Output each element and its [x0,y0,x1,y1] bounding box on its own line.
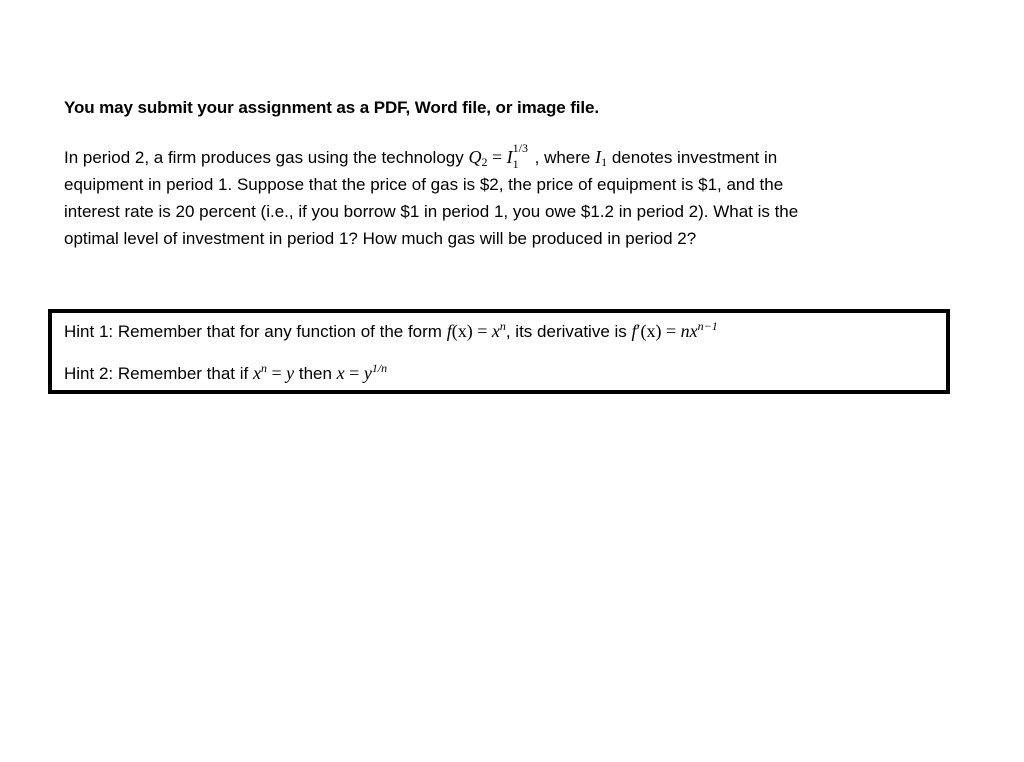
production-function: $Q_2 = I$ 1/3 1 [468,141,528,171]
problem-line-1 [64,141,944,171]
root-equation: $x = y^{1/n}$ [336,361,388,383]
problem-statement [64,141,944,252]
investment-variable: $I_1$ [595,147,608,169]
problem-text: In period 2, a firm produces gas using the technology [64,148,469,167]
hint-2: Hint 2: Remember that if $x^n = y$ then $x = y^{1/n}$ [64,361,388,383]
problem-line-2: equipment in period 1. Suppose that the price of gas is $2, the price of equipment is $1, and the [64,175,784,194]
derivative-form: $f'(x) = nx^{n-1}$ [631,319,718,341]
function-form: $f(x) = x^n$ [446,319,506,341]
problem-line-3: interest rate is 20 percent (i.e., if you borrow $1 in period 1, you owe $1.2 in period 2). What is the [64,202,799,221]
problem-line-4: optimal level of investment in period 1? How much gas will be produced in period 2? [64,229,697,248]
problem-text: denotes investment in [607,148,778,167]
submission-instructions: You may submit your assignment as a PDF, Word file, or image file. [64,98,600,117]
hint-1: Hint 1: Remember that for any function of the form $f(x) = x^n$, its derivative is $f'(x) = nx^{n-1}$ [64,319,718,341]
hints-box [48,309,950,394]
problem-text: , where [534,148,596,167]
power-equation: $x^n = y$ [252,361,295,383]
